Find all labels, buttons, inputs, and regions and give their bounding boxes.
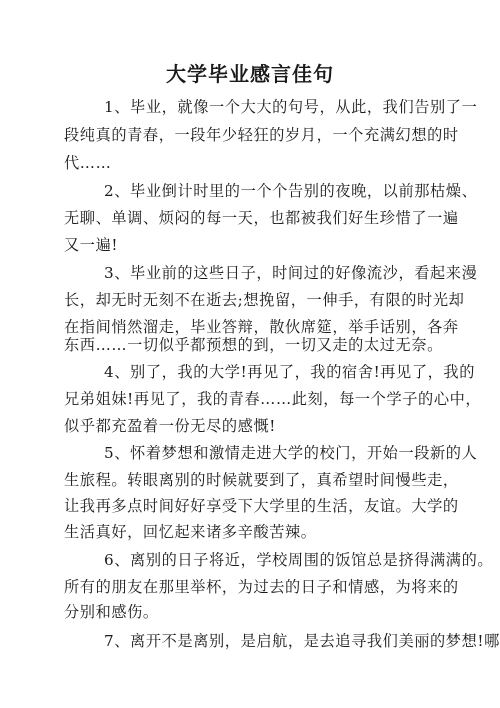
paragraph-3-line-4: 东西……一切似乎都预想的到，一切又走的太过无奈。 <box>64 336 443 354</box>
paragraph-5-line-1: 5、怀着梦想和激情走进大学的校门，开始一段新的人 <box>104 444 478 462</box>
paragraph-1-line-1: 1、毕业，就像一个大大的句号，从此，我们告别了一 <box>104 98 478 116</box>
paragraph-5-line-4: 生活真好，回忆起来诸多辛酸苦辣。 <box>64 523 317 541</box>
document-title: 大学毕业感言佳句 <box>166 62 334 86</box>
paragraph-1-line-2: 段纯真的青春，一段年少轻狂的岁月，一个充满幻想的时 <box>64 126 459 144</box>
paragraph-4-line-3: 似乎都充盈着一份无尽的感慨! <box>64 417 276 435</box>
paragraph-5-line-2: 生旅程。转眼离别的时候就要到了，真希望时间慢些走， <box>64 471 459 489</box>
paragraph-2-line-3: 又一遍! <box>64 236 119 254</box>
paragraph-6-line-1: 6、离别的日子将近，学校周围的饭馆总是挤得满满的。 <box>104 551 494 569</box>
paragraph-3-line-3: 在指间悄然溜走，毕业答辩，散伙席筵，举手话别，各奔 <box>64 318 459 336</box>
paragraph-5-line-3: 让我再多点时间好好享受下大学里的生活，友谊。大学的 <box>64 497 459 515</box>
paragraph-3-line-1: 3、毕业前的这些日子，时间过的好像流沙，看起来漫 <box>104 264 478 282</box>
paragraph-6-line-3: 分别和感伤。 <box>64 603 159 621</box>
paragraph-2-line-1: 2、毕业倒计时里的一个个告别的夜晚，以前那枯燥、 <box>104 182 478 200</box>
paragraph-3-line-2: 长，却无时无刻不在逝去;想挽留，一伸手，有限的时光却 <box>64 291 465 309</box>
paragraph-4-line-1: 4、别了，我的大学!再见了，我的宿舍!再见了，我的 <box>104 363 475 381</box>
paragraph-7-line-1: 7、离开不是离别，是启航，是去追寻我们美丽的梦想!哪 <box>104 632 500 650</box>
paragraph-6-line-2: 所有的朋友在那里举杯，为过去的日子和情感，为将来的 <box>64 578 459 596</box>
paragraph-1-line-3: 代…… <box>64 154 112 172</box>
paragraph-4-line-2: 兄弟姐妹!再见了，我的青春……此刻，每一个学子的心中， <box>64 390 482 408</box>
paragraph-2-line-2: 无聊、单调、烦闷的每一天，也都被我们好生珍惜了一遍 <box>64 209 459 227</box>
